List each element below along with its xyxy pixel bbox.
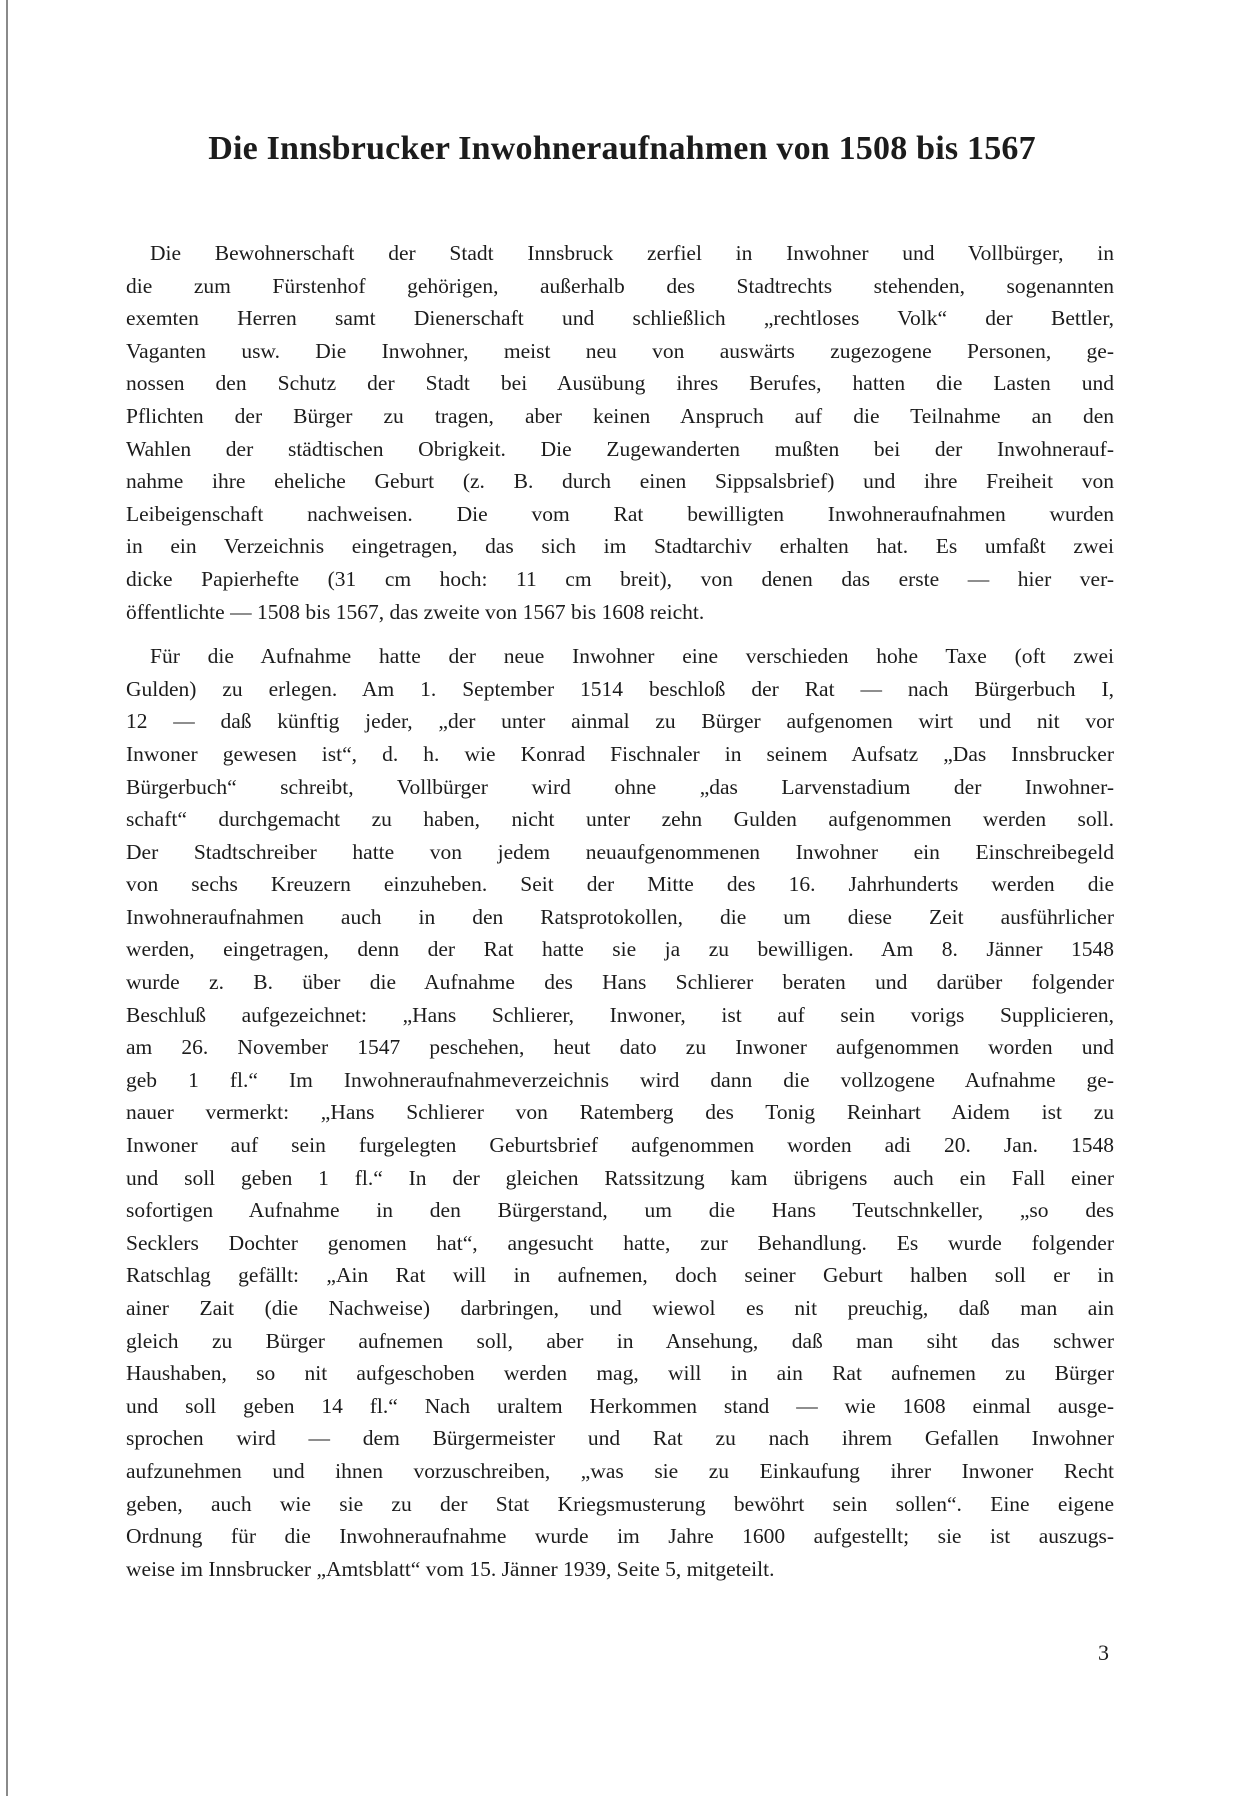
text-line: Ordnung für die Inwohneraufnahme wurde im Jahre 1600 aufgestellt; sie ist auszugs- <box>126 1524 1114 1549</box>
text-line: sprochen wird — dem Bürgermeister und Rat zu nach ihrem Gefallen Inwohner <box>126 1426 1114 1451</box>
text-line: dicke Papierhefte (31 cm hoch: 11 cm breit), von denen das erste — hier ver- <box>126 566 1114 591</box>
page-number: 3 <box>1098 1640 1109 1665</box>
text-line: Bürgerbuch“ schreibt, Vollbürger wird ohne „das Larvenstadium der Inwohner- <box>126 774 1114 799</box>
text-line: Gulden) zu erlegen. Am 1. September 1514 beschloß der Rat — nach Bürgerbuch I, <box>126 676 1114 701</box>
text-line: am 26. November 1547 peschehen, heut dato zu Inwoner aufgenommen worden und <box>126 1035 1114 1060</box>
text-line: und soll geben 14 fl.“ Nach uraltem Herkommen stand — wie 1608 einmal ausge- <box>126 1393 1114 1418</box>
text-line: nauer vermerkt: „Hans Schlierer von Ratemberg des Tonig Reinhart Aidem ist zu <box>126 1100 1114 1125</box>
text-line: Inwoner auf sein furgelegten Geburtsbrief aufgenommen worden adi 20. Jan. 1548 <box>126 1133 1114 1158</box>
text-line: ainer Zait (die Nachweise) darbringen, und wiewol es nit preuchig, daß man ain <box>126 1296 1114 1320</box>
text-line: werden, eingetragen, denn der Rat hatte sie ja zu bewilligen. Am 8. Jänner 1548 <box>126 937 1114 962</box>
text-line: exemten Herren samt Dienerschaft und schließlich „rechtloses Volk“ der Bettler, <box>126 306 1114 331</box>
text-line: Haushaben, so nit aufgeschoben werden mag, will in ain Rat aufnemen zu Bürger <box>126 1361 1114 1386</box>
text-line: Der Stadtschreiber hatte von jedem neuaufgenommenen Inwohner ein Einschreibegeld <box>126 839 1114 864</box>
text-line: geben, auch wie sie zu der Stat Kriegsmusterung bewöhrt sein sollen“. Eine eigene <box>126 1491 1114 1516</box>
text-line: aufzunehmen und ihnen vorzuschreiben, „was sie zu Einkaufung ihrer Inwoner Recht <box>126 1458 1114 1483</box>
paragraph-2 <box>126 640 1114 1585</box>
text-line: schaft“ durchgemacht zu haben, nicht unter zehn Gulden aufgenommen werden soll. <box>126 807 1114 832</box>
text-line: öffentlichte — 1508 bis 1567, das zweite von 1567 bis 1608 reicht. <box>126 599 705 624</box>
text-line: Secklers Dochter genomen hat“, angesucht hatte, zur Behandlung. Es wurde folgender <box>126 1230 1114 1255</box>
text-line: gleich zu Bürger aufnemen soll, aber in Ansehung, daß man siht das schwer <box>126 1328 1114 1353</box>
page-edge-line <box>6 0 8 1796</box>
text-line: geb 1 fl.“ Im Inwohneraufnahmeverzeichnis wird dann die vollzogene Aufnahme ge- <box>126 1067 1114 1092</box>
text-line: Leibeigenschaft nachweisen. Die vom Rat bewilligten Inwohneraufnahmen wurden <box>126 501 1114 526</box>
text-line: nahme ihre eheliche Geburt (z. B. durch einen Sippsalsbrief) und ihre Freiheit von <box>126 469 1114 494</box>
text-line: 12 — daß künftig jeder, „der unter ainmal zu Bürger aufgenomen wirt und nit vor <box>126 709 1114 734</box>
body-text <box>126 237 1114 1597</box>
text-line: die zum Fürstenhof gehörigen, außerhalb des Stadtrechts stehenden, sogenannten <box>126 273 1114 298</box>
page-title: Die Innsbrucker Inwohneraufnahmen von 1508 bis 1567 <box>208 130 1036 167</box>
text-line: Für die Aufnahme hatte der neue Inwohner eine verschieden hohe Taxe (oft zwei <box>150 644 1114 669</box>
text-line: Pflichten der Bürger zu tragen, aber keinen Anspruch auf die Teilnahme an den <box>126 403 1114 428</box>
text-line: wurde z. B. über die Aufnahme des Hans Schlierer beraten und darüber folgender <box>126 970 1114 995</box>
text-line: und soll geben 1 fl.“ In der gleichen Ratssitzung kam übrigens auch ein Fall einer <box>126 1165 1114 1190</box>
text-line: Wahlen der städtischen Obrigkeit. Die Zugewanderten mußten bei der Inwohnerauf- <box>126 436 1114 461</box>
text-line: Vaganten usw. Die Inwohner, meist neu von auswärts zugezogene Personen, ge- <box>126 338 1114 363</box>
text-line: Die Bewohnerschaft der Stadt Innsbruck zerfiel in Inwohner und Vollbürger, in <box>150 241 1114 265</box>
text-line: Ratschlag gefällt: „Ain Rat will in aufnemen, doch seiner Geburt halben soll er in <box>126 1263 1114 1288</box>
text-line: weise im Innsbrucker „Amtsblatt“ vom 15. Jänner 1939, Seite 5, mitgeteilt. <box>126 1556 775 1581</box>
text-line: sofortigen Aufnahme in den Bürgerstand, um die Hans Teutschnkeller, „so des <box>126 1198 1114 1223</box>
text-line: in ein Verzeichnis eingetragen, das sich im Stadtarchiv erhalten hat. Es umfaßt zwei <box>126 534 1114 559</box>
text-line: Beschluß aufgezeichnet: „Hans Schlierer, Inwoner, ist auf sein vorigs Supplicieren, <box>126 1002 1114 1027</box>
text-line: Inwohneraufnahmen auch in den Ratsprotokollen, die um diese Zeit ausführlicher <box>126 904 1114 929</box>
text-line: Inwoner gewesen ist“, d. h. wie Konrad Fischnaler in seinem Aufsatz „Das Innsbrucker <box>126 741 1114 766</box>
paragraph-1 <box>126 237 1114 628</box>
text-line: nossen den Schutz der Stadt bei Ausübung ihres Berufes, hatten die Lasten und <box>126 371 1114 396</box>
text-line: von sechs Kreuzern einzuheben. Seit der Mitte des 16. Jahrhunderts werden die <box>126 872 1114 897</box>
